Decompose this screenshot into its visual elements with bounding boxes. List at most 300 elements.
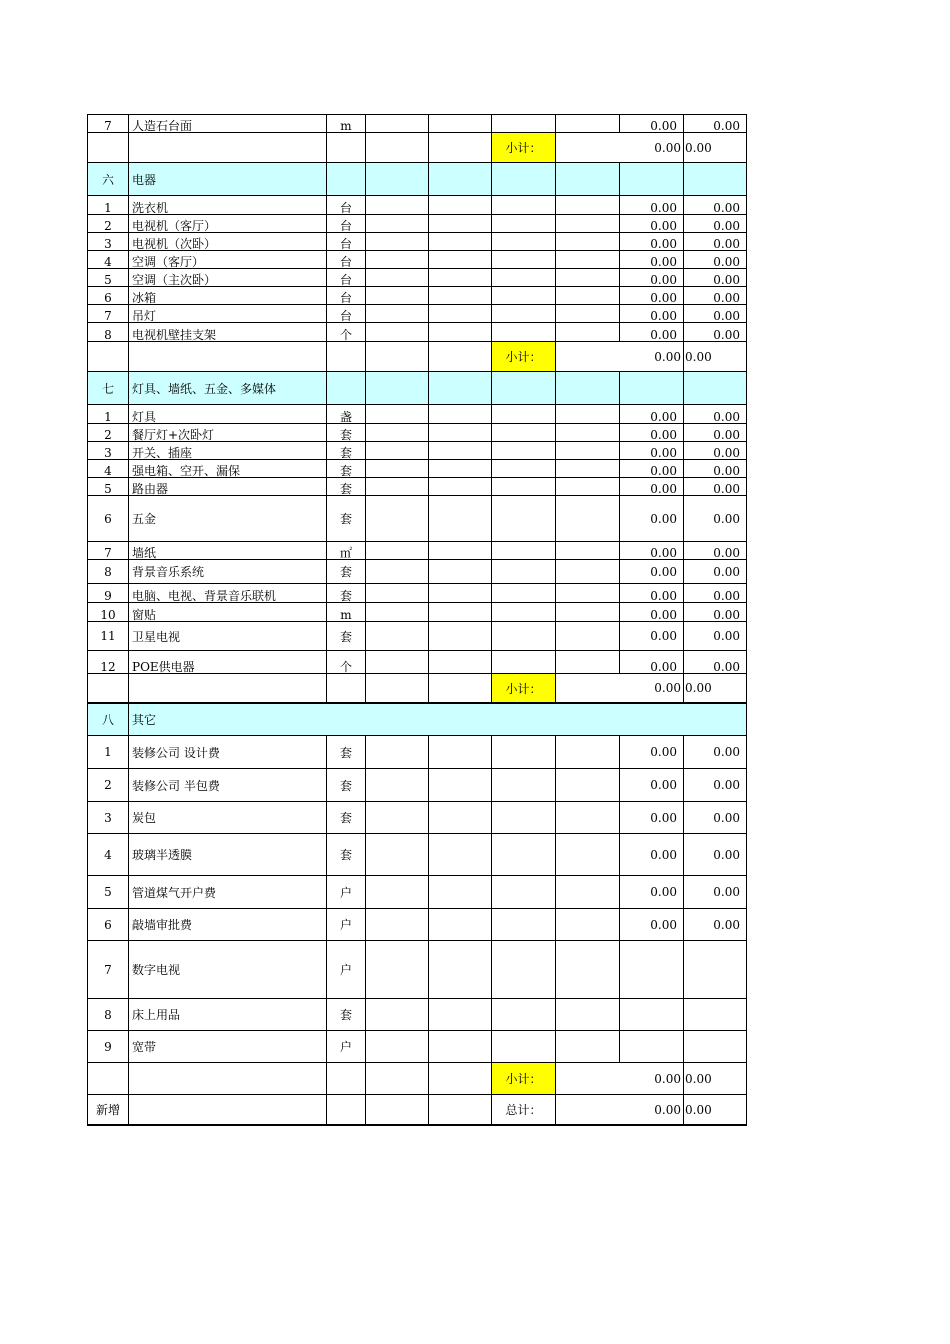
item-price[interactable] [429, 424, 492, 442]
item-price[interactable] [429, 1031, 492, 1063]
item-price[interactable] [429, 622, 492, 651]
item-name[interactable]: 空调（客厅） [129, 251, 327, 269]
item-quantity[interactable] [366, 802, 429, 834]
subtotal-blank [429, 674, 492, 704]
item-material[interactable] [492, 114, 556, 133]
item-price[interactable] [429, 114, 492, 133]
subtotal-name [129, 1063, 327, 1095]
item-no: 1 [87, 405, 129, 424]
table-row [87, 424, 747, 442]
item-total: 0.00 [684, 834, 747, 876]
item-material[interactable] [492, 941, 556, 999]
item-labor[interactable] [556, 941, 620, 999]
item-price[interactable] [429, 651, 492, 674]
item-unit[interactable]: 台 [327, 196, 366, 215]
table-row [87, 542, 747, 560]
item-name[interactable]: POE供电器 [129, 651, 327, 674]
item-labor[interactable] [556, 603, 620, 622]
item-quantity[interactable] [366, 196, 429, 215]
item-total: 0.00 [684, 876, 747, 909]
item-amount: 0.00 [620, 405, 684, 424]
item-unit[interactable]: ㎡ [327, 542, 366, 560]
item-quantity[interactable] [366, 909, 429, 941]
table-row [87, 736, 747, 769]
item-no: 5 [87, 478, 129, 496]
section-no: 八 [87, 704, 129, 736]
item-name[interactable]: 开关、插座 [129, 442, 327, 460]
item-name[interactable]: 炭包 [129, 802, 327, 834]
item-name[interactable]: 洗衣机 [129, 196, 327, 215]
subtotal-name [129, 133, 327, 163]
item-unit[interactable]: m [327, 114, 366, 133]
item-material[interactable] [492, 560, 556, 584]
item-no: 3 [87, 802, 129, 834]
item-unit[interactable]: 套 [327, 999, 366, 1031]
item-total: 0.00 [684, 584, 747, 603]
item-total: 0.00 [684, 114, 747, 133]
item-name[interactable]: 人造石台面 [129, 114, 327, 133]
item-total: 0.00 [684, 478, 747, 496]
item-unit[interactable]: 套 [327, 802, 366, 834]
item-unit[interactable]: 盏 [327, 405, 366, 424]
item-material[interactable] [492, 196, 556, 215]
section-blank [556, 163, 620, 196]
subtotal-row [87, 1063, 747, 1095]
item-labor[interactable] [556, 305, 620, 323]
item-material[interactable] [492, 1031, 556, 1063]
subtotal-value: 0.00 [556, 133, 684, 163]
item-labor[interactable] [556, 478, 620, 496]
item-name[interactable]: 灯具 [129, 405, 327, 424]
item-total: 0.00 [684, 603, 747, 622]
subtotal-value: 0.00 [556, 342, 684, 372]
item-quantity[interactable] [366, 876, 429, 909]
table-row [87, 405, 747, 424]
item-unit[interactable]: 套 [327, 442, 366, 460]
item-name[interactable]: 卫星电视 [129, 622, 327, 651]
item-name[interactable]: 数字电视 [129, 941, 327, 999]
item-amount: 0.00 [620, 542, 684, 560]
item-price[interactable] [429, 584, 492, 603]
item-material[interactable] [492, 999, 556, 1031]
item-price[interactable] [429, 603, 492, 622]
item-unit[interactable]: 套 [327, 424, 366, 442]
item-amount: 0.00 [620, 876, 684, 909]
item-total [684, 941, 747, 999]
item-quantity[interactable] [366, 215, 429, 233]
item-quantity[interactable] [366, 269, 429, 287]
item-no: 9 [87, 584, 129, 603]
item-quantity[interactable] [366, 769, 429, 802]
item-labor[interactable] [556, 269, 620, 287]
item-name[interactable]: 餐厅灯+次卧灯 [129, 424, 327, 442]
item-total [684, 999, 747, 1031]
item-no: 2 [87, 424, 129, 442]
item-labor[interactable] [556, 442, 620, 460]
subtotal-value-2: 0.00 [684, 674, 747, 704]
section-blank [366, 372, 429, 405]
item-material[interactable] [492, 603, 556, 622]
item-unit[interactable]: m [327, 603, 366, 622]
item-no: 7 [87, 542, 129, 560]
subtotal-label: 小计： [492, 342, 556, 372]
table-row [87, 834, 747, 876]
item-amount: 0.00 [620, 424, 684, 442]
item-price[interactable] [429, 287, 492, 305]
item-name[interactable]: 空调（主次卧） [129, 269, 327, 287]
item-name[interactable]: 装修公司 半包费 [129, 769, 327, 802]
item-labor[interactable] [556, 769, 620, 802]
item-quantity[interactable] [366, 287, 429, 305]
item-labor[interactable] [556, 622, 620, 651]
subtotal-blank [429, 133, 492, 163]
table-row [87, 999, 747, 1031]
item-labor[interactable] [556, 736, 620, 769]
item-unit[interactable]: 台 [327, 251, 366, 269]
item-labor[interactable] [556, 1031, 620, 1063]
item-quantity[interactable] [366, 603, 429, 622]
item-no: 5 [87, 876, 129, 909]
item-quantity[interactable] [366, 405, 429, 424]
item-labor[interactable] [556, 323, 620, 342]
section-name: 灯具、墙纸、五金、多媒体 [129, 372, 327, 405]
item-price[interactable] [429, 802, 492, 834]
item-unit[interactable]: 台 [327, 287, 366, 305]
item-quantity[interactable] [366, 424, 429, 442]
item-material[interactable] [492, 424, 556, 442]
total-value-2: 0.00 [684, 1095, 747, 1126]
item-quantity[interactable] [366, 305, 429, 323]
item-price[interactable] [429, 876, 492, 909]
item-quantity[interactable] [366, 442, 429, 460]
item-name[interactable]: 电视机壁挂支架 [129, 323, 327, 342]
item-quantity[interactable] [366, 622, 429, 651]
item-labor[interactable] [556, 909, 620, 941]
table-row [87, 496, 747, 542]
subtotal-label: 小计： [492, 674, 556, 704]
item-amount: 0.00 [620, 651, 684, 674]
table-row [87, 603, 747, 622]
item-price[interactable] [429, 941, 492, 999]
item-total: 0.00 [684, 287, 747, 305]
item-unit[interactable]: 套 [327, 769, 366, 802]
item-quantity[interactable] [366, 999, 429, 1031]
item-total: 0.00 [684, 460, 747, 478]
table-row [87, 233, 747, 251]
item-price[interactable] [429, 736, 492, 769]
subtotal-no [87, 1063, 129, 1095]
item-total: 0.00 [684, 215, 747, 233]
subtotal-blank [366, 342, 429, 372]
item-no: 4 [87, 251, 129, 269]
table-row [87, 114, 747, 133]
item-unit[interactable]: 套 [327, 834, 366, 876]
section-blank [620, 163, 684, 196]
subtotal-blank [429, 1063, 492, 1095]
subtotal-value: 0.00 [556, 1063, 684, 1095]
quote-spreadsheet [87, 114, 747, 1126]
item-no: 4 [87, 460, 129, 478]
section-blank [620, 372, 684, 405]
total-label: 总计： [492, 1095, 556, 1126]
item-name[interactable]: 背景音乐系统 [129, 560, 327, 584]
item-name[interactable]: 电脑、电视、背景音乐联机 [129, 584, 327, 603]
item-labor[interactable] [556, 114, 620, 133]
item-total: 0.00 [684, 233, 747, 251]
item-quantity[interactable] [366, 542, 429, 560]
item-price[interactable] [429, 323, 492, 342]
item-price[interactable] [429, 769, 492, 802]
item-unit[interactable]: 套 [327, 584, 366, 603]
item-unit[interactable]: 套 [327, 460, 366, 478]
item-amount: 0.00 [620, 323, 684, 342]
item-labor[interactable] [556, 287, 620, 305]
item-price[interactable] [429, 560, 492, 584]
item-price[interactable] [429, 269, 492, 287]
item-price[interactable] [429, 834, 492, 876]
section-blank [684, 372, 747, 405]
item-quantity[interactable] [366, 323, 429, 342]
table-row [87, 941, 747, 999]
item-labor[interactable] [556, 802, 620, 834]
table-row [87, 460, 747, 478]
item-unit[interactable]: 套 [327, 560, 366, 584]
subtotal-name [129, 342, 327, 372]
item-no: 12 [87, 651, 129, 674]
item-name[interactable]: 窗贴 [129, 603, 327, 622]
table-row [87, 584, 747, 603]
item-quantity[interactable] [366, 114, 429, 133]
item-amount: 0.00 [620, 287, 684, 305]
item-no: 4 [87, 834, 129, 876]
item-labor[interactable] [556, 651, 620, 674]
item-labor[interactable] [556, 424, 620, 442]
item-labor[interactable] [556, 999, 620, 1031]
item-labor[interactable] [556, 405, 620, 424]
subtotal-row [87, 342, 747, 372]
item-quantity[interactable] [366, 560, 429, 584]
item-quantity[interactable] [366, 251, 429, 269]
item-material[interactable] [492, 769, 556, 802]
item-labor[interactable] [556, 560, 620, 584]
item-price[interactable] [429, 460, 492, 478]
item-labor[interactable] [556, 584, 620, 603]
item-amount [620, 1031, 684, 1063]
item-price[interactable] [429, 542, 492, 560]
item-price[interactable] [429, 405, 492, 424]
item-labor[interactable] [556, 251, 620, 269]
subtotal-no [87, 674, 129, 704]
item-material[interactable] [492, 460, 556, 478]
item-unit[interactable]: 台 [327, 269, 366, 287]
item-material[interactable] [492, 584, 556, 603]
item-total: 0.00 [684, 802, 747, 834]
item-amount: 0.00 [620, 584, 684, 603]
item-amount: 0.00 [620, 269, 684, 287]
item-material[interactable] [492, 909, 556, 941]
subtotal-row [87, 133, 747, 163]
section-no: 七 [87, 372, 129, 405]
item-material[interactable] [492, 251, 556, 269]
item-material[interactable] [492, 736, 556, 769]
item-material[interactable] [492, 215, 556, 233]
subtotal-row [87, 674, 747, 704]
item-name[interactable]: 玻璃半透膜 [129, 834, 327, 876]
item-name[interactable]: 装修公司 设计费 [129, 736, 327, 769]
item-price[interactable] [429, 478, 492, 496]
item-unit[interactable]: 台 [327, 233, 366, 251]
item-material[interactable] [492, 269, 556, 287]
subtotal-unit [327, 674, 366, 704]
subtotal-no [87, 133, 129, 163]
subtotal-no [87, 342, 129, 372]
item-amount: 0.00 [620, 603, 684, 622]
subtotal-blank [366, 674, 429, 704]
item-quantity[interactable] [366, 1031, 429, 1063]
item-total: 0.00 [684, 269, 747, 287]
item-labor[interactable] [556, 196, 620, 215]
item-price[interactable] [429, 215, 492, 233]
item-labor[interactable] [556, 542, 620, 560]
item-material[interactable] [492, 287, 556, 305]
item-name[interactable]: 床上用品 [129, 999, 327, 1031]
new-label: 新增 [87, 1095, 129, 1126]
item-labor[interactable] [556, 233, 620, 251]
item-price[interactable] [429, 233, 492, 251]
table-row [87, 769, 747, 802]
item-amount: 0.00 [620, 496, 684, 542]
item-quantity[interactable] [366, 233, 429, 251]
table-row [87, 196, 747, 215]
item-labor[interactable] [556, 876, 620, 909]
item-no: 9 [87, 1031, 129, 1063]
item-no: 6 [87, 496, 129, 542]
table-row [87, 560, 747, 584]
item-name[interactable]: 冰箱 [129, 287, 327, 305]
item-material[interactable] [492, 323, 556, 342]
item-unit[interactable]: 个 [327, 323, 366, 342]
section-blank [556, 372, 620, 405]
item-material[interactable] [492, 478, 556, 496]
item-price[interactable] [429, 496, 492, 542]
item-name[interactable]: 五金 [129, 496, 327, 542]
item-unit[interactable]: 户 [327, 909, 366, 941]
item-material[interactable] [492, 405, 556, 424]
total-unit [327, 1095, 366, 1126]
item-unit[interactable]: 户 [327, 941, 366, 999]
item-amount: 0.00 [620, 305, 684, 323]
item-total: 0.00 [684, 424, 747, 442]
item-labor[interactable] [556, 460, 620, 478]
item-quantity[interactable] [366, 736, 429, 769]
section-blank [327, 372, 366, 405]
item-material[interactable] [492, 651, 556, 674]
item-material[interactable] [492, 233, 556, 251]
item-no: 3 [87, 233, 129, 251]
item-price[interactable] [429, 909, 492, 941]
item-unit[interactable]: 套 [327, 736, 366, 769]
item-material[interactable] [492, 622, 556, 651]
item-material[interactable] [492, 496, 556, 542]
item-amount: 0.00 [620, 196, 684, 215]
item-unit[interactable]: 台 [327, 305, 366, 323]
item-total: 0.00 [684, 560, 747, 584]
item-price[interactable] [429, 442, 492, 460]
item-material[interactable] [492, 542, 556, 560]
item-total [684, 1031, 747, 1063]
item-quantity[interactable] [366, 460, 429, 478]
item-total: 0.00 [684, 323, 747, 342]
item-total: 0.00 [684, 542, 747, 560]
item-unit[interactable]: 套 [327, 478, 366, 496]
item-unit[interactable]: 个 [327, 651, 366, 674]
item-no: 2 [87, 215, 129, 233]
item-no: 7 [87, 305, 129, 323]
item-unit[interactable]: 台 [327, 215, 366, 233]
item-quantity[interactable] [366, 496, 429, 542]
item-labor[interactable] [556, 834, 620, 876]
item-price[interactable] [429, 999, 492, 1031]
item-price[interactable] [429, 251, 492, 269]
item-no: 10 [87, 603, 129, 622]
item-unit[interactable]: 套 [327, 622, 366, 651]
item-name[interactable]: 宽带 [129, 1031, 327, 1063]
item-price[interactable] [429, 305, 492, 323]
item-unit[interactable]: 户 [327, 876, 366, 909]
table-row [87, 478, 747, 496]
item-material[interactable] [492, 442, 556, 460]
item-no: 8 [87, 560, 129, 584]
grand-total-row [87, 1095, 747, 1126]
subtotal-blank [366, 133, 429, 163]
item-labor[interactable] [556, 496, 620, 542]
item-price[interactable] [429, 196, 492, 215]
item-no: 7 [87, 114, 129, 133]
item-name[interactable]: 吊灯 [129, 305, 327, 323]
table-row [87, 909, 747, 941]
item-total: 0.00 [684, 736, 747, 769]
item-name[interactable]: 敲墙审批费 [129, 909, 327, 941]
item-name[interactable]: 管道煤气开户费 [129, 876, 327, 909]
item-name[interactable]: 墙纸 [129, 542, 327, 560]
item-material[interactable] [492, 834, 556, 876]
item-unit[interactable]: 套 [327, 496, 366, 542]
subtotal-value-2: 0.00 [684, 133, 747, 163]
item-quantity[interactable] [366, 941, 429, 999]
item-labor[interactable] [556, 215, 620, 233]
item-name[interactable]: 电视机（客厅） [129, 215, 327, 233]
item-name[interactable]: 强电箱、空开、漏保 [129, 460, 327, 478]
item-name[interactable]: 路由器 [129, 478, 327, 496]
item-amount: 0.00 [620, 560, 684, 584]
section-blank [429, 372, 492, 405]
item-quantity[interactable] [366, 651, 429, 674]
section-no: 六 [87, 163, 129, 196]
section-header [87, 163, 747, 196]
item-quantity[interactable] [366, 584, 429, 603]
item-material[interactable] [492, 305, 556, 323]
section-name: 电器 [129, 163, 327, 196]
item-quantity[interactable] [366, 834, 429, 876]
item-material[interactable] [492, 802, 556, 834]
subtotal-value: 0.00 [556, 674, 684, 704]
item-quantity[interactable] [366, 478, 429, 496]
item-no: 1 [87, 736, 129, 769]
item-amount: 0.00 [620, 478, 684, 496]
item-name[interactable]: 电视机（次卧） [129, 233, 327, 251]
item-material[interactable] [492, 876, 556, 909]
item-unit[interactable]: 户 [327, 1031, 366, 1063]
